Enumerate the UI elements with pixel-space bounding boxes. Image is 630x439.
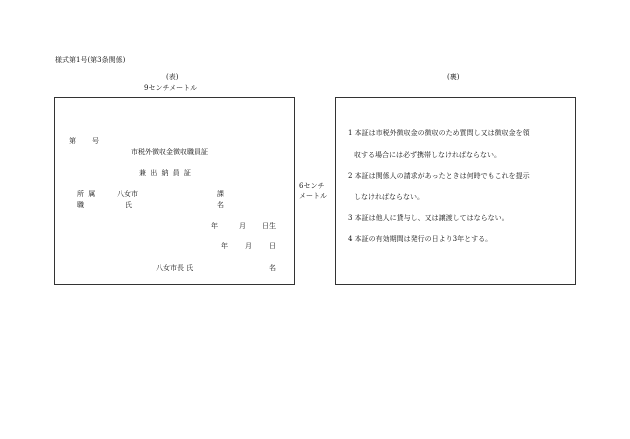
- back-item-1: 1 本証は市税外徴収金の徴収のため質問し又は徴収金を領: [348, 129, 530, 137]
- form-heading: 様式第1号(第3条関係): [55, 56, 126, 64]
- front-card: [54, 97, 295, 285]
- card-subtitle: 兼 出 納 員 証: [139, 169, 192, 177]
- back-item-2: 2 本証は関係人の請求があったときは何時でもこれを提示: [348, 172, 530, 180]
- issue-month: 月: [245, 242, 252, 250]
- mayor-suffix: 名: [269, 264, 276, 272]
- affiliation-label: 所 属: [77, 190, 97, 198]
- front-label: (表): [166, 73, 179, 81]
- section-label: 課: [217, 190, 224, 198]
- birth-month: 月: [239, 222, 246, 230]
- affiliation-value: 八女市: [117, 190, 138, 198]
- front-width-label: 9センチメートル: [144, 84, 198, 92]
- issue-year: 年: [221, 242, 228, 250]
- height-label-line1: 6センチ: [299, 182, 325, 190]
- height-label-line2: メートル: [299, 192, 327, 200]
- position-label: 職: [77, 201, 84, 209]
- back-card: [335, 97, 576, 285]
- number-prefix: 第: [69, 137, 76, 145]
- birth-day: 日生: [262, 222, 276, 230]
- mayor-label: 八女市長 氏: [156, 264, 194, 272]
- back-item-4: 4 本証の有効期間は発行の日より3年とする。: [348, 235, 493, 243]
- issue-day: 日: [269, 242, 276, 250]
- back-item-3: 3 本証は他人に貸与し、又は譲渡してはならない。: [348, 214, 509, 222]
- back-item-2-cont: しなければならない。: [354, 193, 424, 201]
- card-title: 市税外徴収金徴収職員証: [131, 148, 208, 156]
- number-suffix: 号: [92, 137, 99, 145]
- name-suffix: 名: [217, 201, 224, 209]
- back-label: (裏): [447, 73, 460, 81]
- birth-year: 年: [211, 222, 218, 230]
- name-label: 氏: [125, 201, 132, 209]
- back-item-1-cont: 収する場合には必ず携帯しなければならない。: [354, 151, 501, 159]
